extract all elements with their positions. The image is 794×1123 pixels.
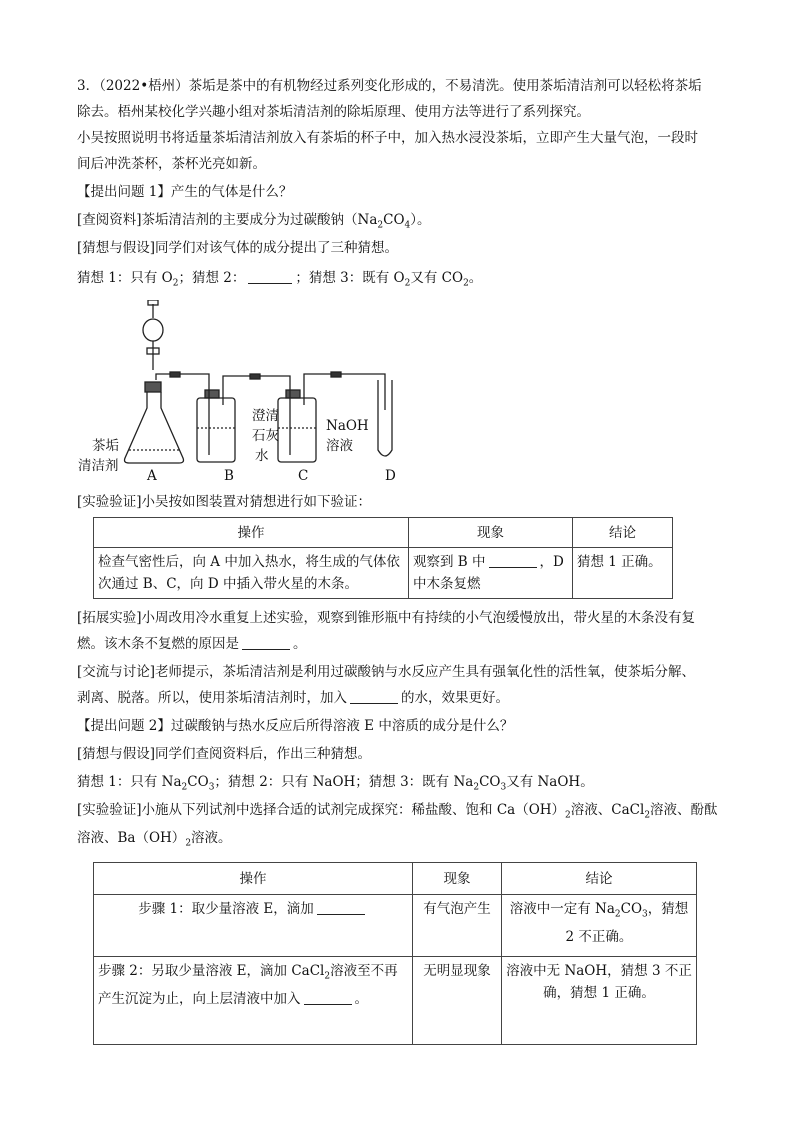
table2-r1-con: 溶液中一定有 $Na_2CO_3$，猜想 2 不正确。 — [502, 895, 697, 957]
table2-r2-ph: 无明显现象 — [413, 957, 502, 1045]
label-b-1: 澄清 — [252, 408, 279, 424]
letter-b: B — [224, 468, 234, 484]
question-intro-line1: 3．（2022•梧州）茶垢是茶中的有机物经过系列变化形成的，不易清洗。使用茶垢清洁剂可以轻松将茶垢 — [77, 78, 702, 94]
letter-c: C — [298, 468, 309, 484]
discuss-line-2: 剥离、脱落。所以，使用茶垢清洁剂时，加入 的水，效果更好。 — [77, 690, 509, 706]
table2-r2-op: 步骤 2：另取少量溶液 E，滴加 CaCl$_2$溶液至不再产生沉淀为止，向上层清液中加入 。 — [94, 957, 413, 1045]
extend-line-1: [拓展实验]小周改用冷水重复上述实验，观察到锥形瓶中有持续的小气泡缓慢放出，带火星的木条没有复 — [77, 610, 696, 626]
table1-con-cell: 猜想 1 正确。 — [573, 548, 673, 599]
guess-line-2: 猜想 1：只有 $Na_2CO_3$；猜想 2：只有 NaOH；猜想 3：既有 $Na_2CO_3$又有 NaOH。 — [77, 774, 594, 793]
answer-blank[interactable] — [350, 689, 398, 704]
label-a-left-2: 清洁剂 — [78, 458, 119, 474]
apparatus-diagram — [75, 300, 415, 485]
extend-line-2: 燃。该木条不复燃的原因是 。 — [77, 636, 307, 652]
verify-2-line-1: [实验验证]小施从下列试剂中选择合适的试剂完成探究：稀盐酸、饱和 $Ca(OH)_2$溶液、CaCl$_2$溶液、酚酞 — [77, 802, 718, 821]
table-1 — [93, 517, 673, 599]
label-c-2: 溶液 — [326, 438, 353, 454]
label-b-3: 水 — [255, 448, 269, 464]
answer-blank[interactable] — [248, 269, 292, 284]
info-line: [查阅资料]茶垢清洁剂的主要成分为过碳酸钠$(Na_2CO_4)$。 — [77, 212, 431, 231]
table1-header-con: 结论 — [573, 518, 673, 548]
label-a-left-1: 茶垢 — [92, 438, 119, 454]
label-c-1: NaOH — [326, 418, 369, 434]
verify-2-line-2: 溶液、$Ba(OH)_2$溶液。 — [77, 830, 232, 849]
question-intro-line2: 除去。梧州某校化学兴趣小组对茶垢清洁剂的除垢原理、使用方法等进行了系列探究。 — [77, 104, 590, 120]
discuss-line-1: [交流与讨论]老师提示，茶垢清洁剂是利用过碳酸钠与水反应产生具有强氧化性的活性氧，使茶垢分解、 — [77, 664, 696, 680]
answer-blank[interactable] — [304, 990, 352, 1005]
table1-op-cell: 检查气密性后，向 A 中加入热水，将生成的气体依次通过 B、C，向 D 中插入带火星的木条。 — [94, 548, 409, 599]
table2-r1-op: 步骤 1：取少量溶液 E，滴加 — [94, 895, 413, 957]
table-2 — [93, 862, 697, 1045]
problem-1-heading: 【提出问题 1】产生的气体是什么？ — [77, 184, 293, 200]
table2-r2-con: 溶液中无 NaOH，猜想 3 不正确，猜想 1 正确。 — [502, 957, 697, 1045]
letter-a: A — [147, 468, 157, 484]
table1-ph-cell: 观察到 B 中 ，D 中木条复燃 — [409, 548, 573, 599]
answer-blank[interactable] — [242, 635, 290, 650]
answer-blank[interactable] — [317, 900, 365, 915]
table2-header-con: 结论 — [502, 863, 697, 895]
answer-blank[interactable] — [489, 553, 537, 568]
table2-r1-ph: 有气泡产生 — [413, 895, 502, 957]
guess-intro: [猜想与假设]同学们对该气体的成分提出了三种猜想。 — [77, 240, 399, 256]
problem-2-heading: 【提出问题 2】过碳酸钠与热水反应后所得溶液 E 中溶质的成分是什么？ — [77, 718, 514, 734]
letter-d: D — [385, 468, 396, 484]
guess-2-intro: [猜想与假设]同学们查阅资料后，作出三种猜想。 — [77, 746, 372, 762]
label-b-2: 石灰 — [252, 428, 279, 444]
table1-header-ph: 现象 — [409, 518, 573, 548]
table2-header-op: 操作 — [94, 863, 413, 895]
table1-header-op: 操作 — [94, 518, 409, 548]
guess-line-1: 猜想 1：只有 $O_2$；猜想 2： ；猜想 3：既有 $O_2$又有 $CO_2$。 — [77, 270, 483, 289]
table2-header-ph: 现象 — [413, 863, 502, 895]
question-intro-line4: 间后冲洗茶杯，茶杯光亮如新。 — [77, 156, 266, 172]
question-intro-line3: 小吴按照说明书将适量茶垢清洁剂放入有茶垢的杯子中，加入热水浸没茶垢，立即产生大量气泡，一段时 — [77, 130, 698, 146]
verify-1-line: [实验验证]小吴按如图装置对猜想进行如下验证： — [77, 494, 372, 510]
